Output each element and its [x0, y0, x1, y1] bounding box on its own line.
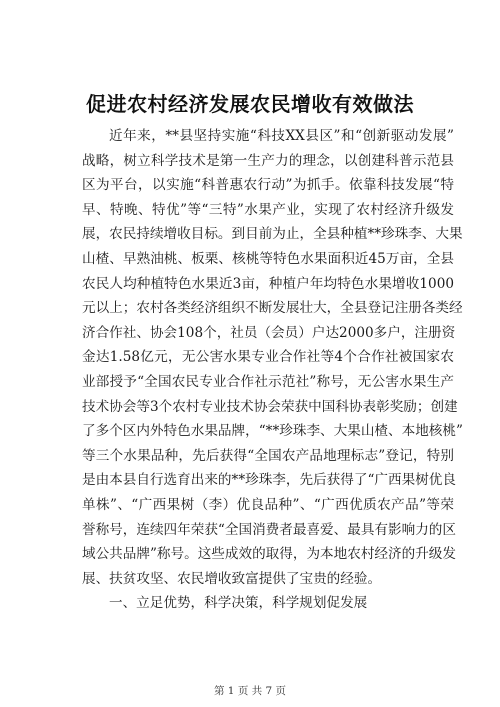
paragraph-line: 技术协会等3个农村专业技术协会荣获中国科协表彰奖励；创建: [82, 398, 458, 415]
paragraph-line: 山楂、早熟油桃、板栗、核桃等特色水果面积近45万亩，全县: [82, 250, 454, 267]
section-heading: 一、立足优势，科学决策，科学规划促发展: [109, 595, 368, 612]
document-title: 促进农村经济发展农民增收有效做法: [86, 92, 414, 116]
paragraph-line: 近年来，**县坚持实施“科技XX县区”和“创新驱动发展”: [109, 128, 454, 144]
page-number-footer: 第 1 页 共 7 页: [213, 685, 287, 697]
paragraph-line: 区为平台，以实施“科普惠农行动”为抓手。依靠科技发展“特: [82, 177, 454, 194]
paragraph-line: 是由本县自行选育出来的**珍珠李，先后获得了“广西果树优良: [82, 472, 456, 489]
paragraph-line: 战略，树立科学技术是第一生产力的理念，以创建科普示范县: [82, 152, 454, 169]
document-body: [82, 124, 463, 616]
paragraph-line: 展、扶贫攻坚、农民增收致富提供了宝贵的经验。: [82, 570, 382, 587]
paragraph-line: 展，农民持续增收目标。到目前为止，全县种植**珍珠李、大果: [82, 226, 463, 243]
paragraph-line: 早、特晚、特优”等“三特”水果产业，实现了农村经济升级发: [82, 201, 454, 218]
paragraph-line: 誉称号，连续四年荣获“全国消费者最喜爱、最具有影响力的区: [82, 521, 456, 538]
paragraph-line: 单株”、“广西果树（李）优良品种”、“广西优质农产品”等荣: [82, 496, 454, 513]
paragraph-line: 农民人均种植特色水果近3亩，种植户年均特色水果增收1000: [82, 275, 454, 292]
paragraph-line: 元以上；农村各类经济组织不断发展壮大，全县登记注册各类经: [82, 300, 463, 317]
paragraph-line: 等三个水果品种，先后获得“全国农产品地理标志”登记，特别: [82, 447, 454, 464]
paragraph-line: 业部授予“全国农民专业合作社示范社”称号，无公害水果生产: [82, 373, 454, 390]
paragraph-line: 域公共品牌”称号。这些成效的取得，为本地农村经济的升级发: [82, 546, 456, 563]
paragraph-line: 济合作社、协会108个，社员（会员）户达2000多户，注册资: [82, 324, 456, 341]
paragraph-line: 金达1.58亿元，无公害水果专业合作社等4个合作社被国家农: [82, 349, 454, 366]
paragraph-line: 了多个区内外特色水果品牌，“**珍珠李、大果山楂、本地核桃”: [82, 423, 463, 440]
